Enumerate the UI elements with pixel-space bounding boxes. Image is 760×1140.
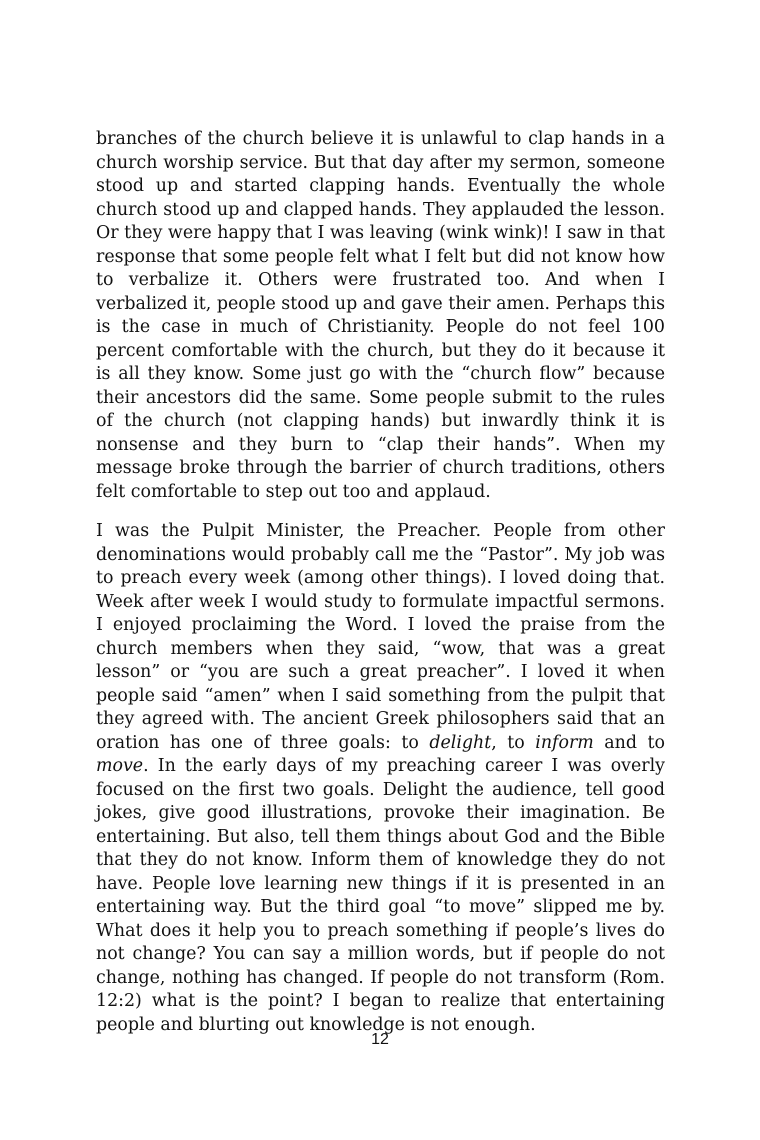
paragraph-text: , to [491,732,536,753]
paragraph-text: branches of the church believe it is unlawful to clap hands in a church worship service. But that day after my sermon, someone stood up and started clapping hands. Eventually the whole church stood up and clapped hands. They applauded the lesson. Or they were happy that I was leaving (wink wink)! I saw in that response that some people felt what I felt but did not know how to verbalize it. Others were frustrated too. And when I verbalized it, people stood up and gave their amen. Perhaps this is the case in much of Christianity. People do not feel 100 percent comfortable with the church, but they do it because it is all they know. Some just go with the “church flow” because their ancestors did the same. Some people submit to the rules of the church (not clapping hands) but inwardly think it is nonsense and they burn to “clap their hands”. When my message broke through the barrier of church traditions, others felt comfortable to step out too and applaud. [96,129,665,502]
emphasis-move: move [96,756,144,776]
page-body [96,128,665,1037]
paragraph [96,128,665,504]
paragraph-text: I was the Pulpit Minister, the Preacher. People from other denominations would probably call me the “Pastor”. My job was to preach every week (among other things). I loved doing that. Week after week I would study to formulate impactful sermons. I enjoyed proclaiming the Word. I loved the praise from the church members when they said, “wow, that was a great lesson” or “you are such a great preacher”. I loved it when people said “amen” when I said something from the pulpit that they agreed with. The ancient Greek philosophers said that an oration has one of three goals: to [96,521,665,753]
paragraph-text: and to [593,732,665,753]
emphasis-delight: delight [429,732,492,753]
paragraph-text: . In the early days of my preaching career I was overly focused on the first two goals. Delight the audience, tell good jokes, give good illustrations, provoke their imagination. Be entertaining. But also, tell them things about God and the Bible that they do not know. Inform them of knowledge they do not have. People love learning new things if it is presented in an entertaining way. But the third goal “to move” slipped me by. What does it help you to preach something if people’s lives do not change? You can say a million words, but if people do not change, nothing has changed. If people do not transform (Rom. 12:2) what is the point? I began to realize that entertaining people and blurting out knowledge is not enough. [96,756,665,1035]
emphasis-inform: inform [535,732,594,753]
page-number: 12 [371,1031,389,1048]
paragraph [96,520,665,1037]
